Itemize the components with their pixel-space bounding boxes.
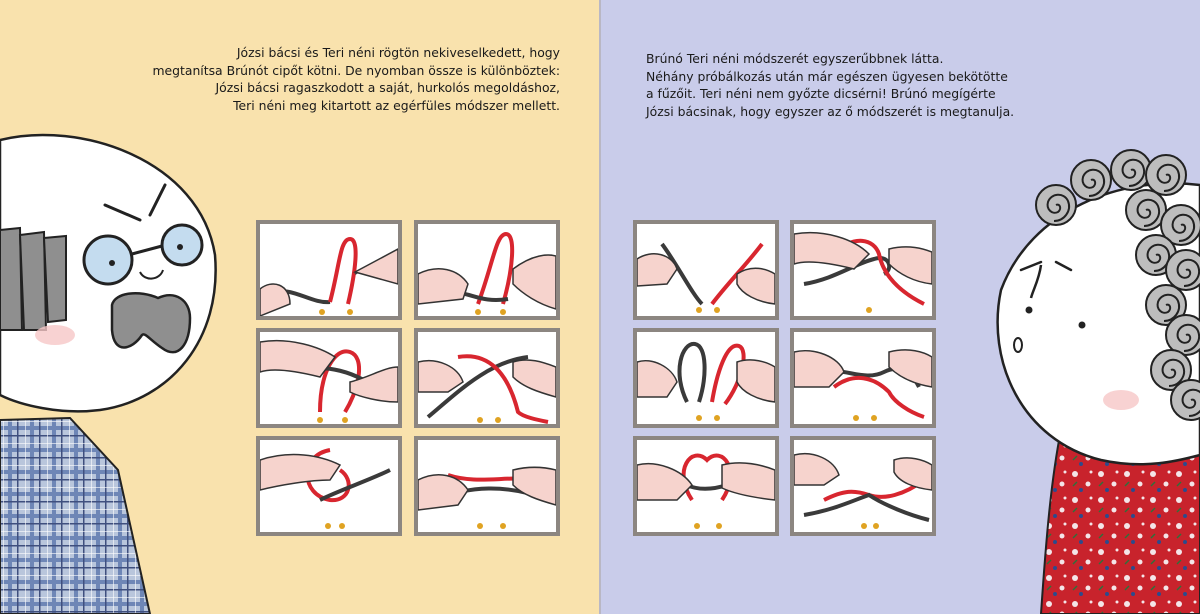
text-line: megtanítsa Brúnót cipőt kötni. De nyomban össze is különböztek: bbox=[152, 62, 560, 78]
plaid-shirt bbox=[0, 418, 150, 614]
right-step-panel-2 bbox=[790, 220, 936, 320]
lace-step-illustration bbox=[794, 332, 932, 424]
lace-step-illustration bbox=[794, 440, 932, 532]
right-step-panel-5 bbox=[633, 436, 779, 536]
right-step-panel-3 bbox=[633, 328, 779, 428]
jozsi-hair bbox=[0, 228, 66, 330]
left-page-text bbox=[152, 44, 560, 114]
text-line: Néhány próbálkozás után már egészen ügyesen bekötötte bbox=[646, 68, 1008, 84]
lace-step-illustration bbox=[637, 440, 775, 532]
text-line: Józsi bácsi és Teri néni rögtön nekiveselkedett, hogy bbox=[236, 45, 560, 60]
text-line: a fűzőit. Teri néni nem győzte dicsérni! Brúnó megígérte bbox=[646, 86, 996, 102]
lace-step-illustration bbox=[418, 440, 556, 532]
text-line: Józsi bácsinak, hogy egyszer az ő módszerét is megtanulja. bbox=[646, 103, 1015, 119]
lace-step-illustration bbox=[260, 440, 398, 532]
left-step-panel-6 bbox=[414, 436, 560, 536]
text-line: Teri néni meg kitartott az egérfüles módszer mellett. bbox=[233, 97, 560, 113]
glasses-left-lens bbox=[84, 236, 132, 284]
left-step-panel-2 bbox=[414, 220, 560, 320]
left-step-panel-4 bbox=[414, 328, 560, 428]
lace-step-illustration bbox=[260, 224, 398, 316]
lace-step-illustration bbox=[794, 224, 932, 316]
right-step-panel-6 bbox=[790, 436, 936, 536]
text-line: Brúnó Teri néni módszerét egyszerűbbnek látta. bbox=[646, 51, 944, 66]
right-step-panel-4 bbox=[790, 328, 936, 428]
lace-step-illustration bbox=[418, 332, 556, 424]
lace-step-illustration bbox=[260, 332, 398, 424]
lace-step-illustration bbox=[637, 224, 775, 316]
lace-step-illustration bbox=[418, 224, 556, 316]
left-step-panel-3 bbox=[256, 328, 402, 428]
right-page-text bbox=[646, 50, 1014, 120]
text-line: Józsi bácsi ragaszkodott a saját, hurkolós megoldáshoz, bbox=[215, 80, 560, 96]
right-page bbox=[601, 0, 1200, 614]
left-step-panel-1 bbox=[256, 220, 402, 320]
left-step-panel-5 bbox=[256, 436, 402, 536]
right-step-panel-1 bbox=[633, 220, 779, 320]
lace-step-illustration bbox=[637, 332, 775, 424]
